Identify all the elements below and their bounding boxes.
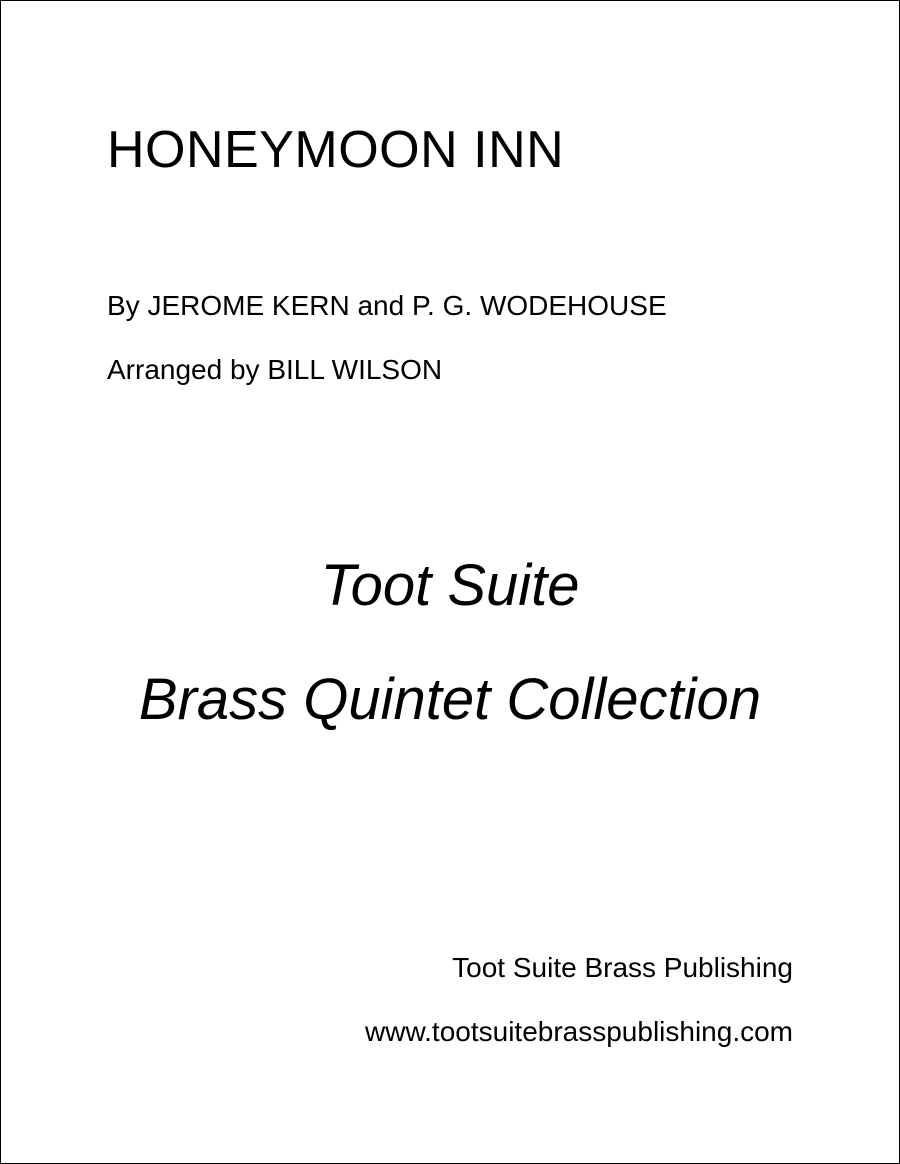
composer-credit: By JEROME KERN and P. G. WODEHOUSE xyxy=(107,290,667,321)
collection-title-line2: Brass Quintet Collection xyxy=(138,667,762,732)
arranger-credit: Arranged by BILL WILSON xyxy=(107,354,443,385)
publisher-website: www.tootsuitebrasspublishing.com xyxy=(365,1016,793,1047)
publisher-name: Toot Suite Brass Publishing xyxy=(452,952,793,983)
song-title: HONEYMOON INN xyxy=(107,121,565,179)
collection-title-line1: Toot Suite xyxy=(320,553,580,618)
